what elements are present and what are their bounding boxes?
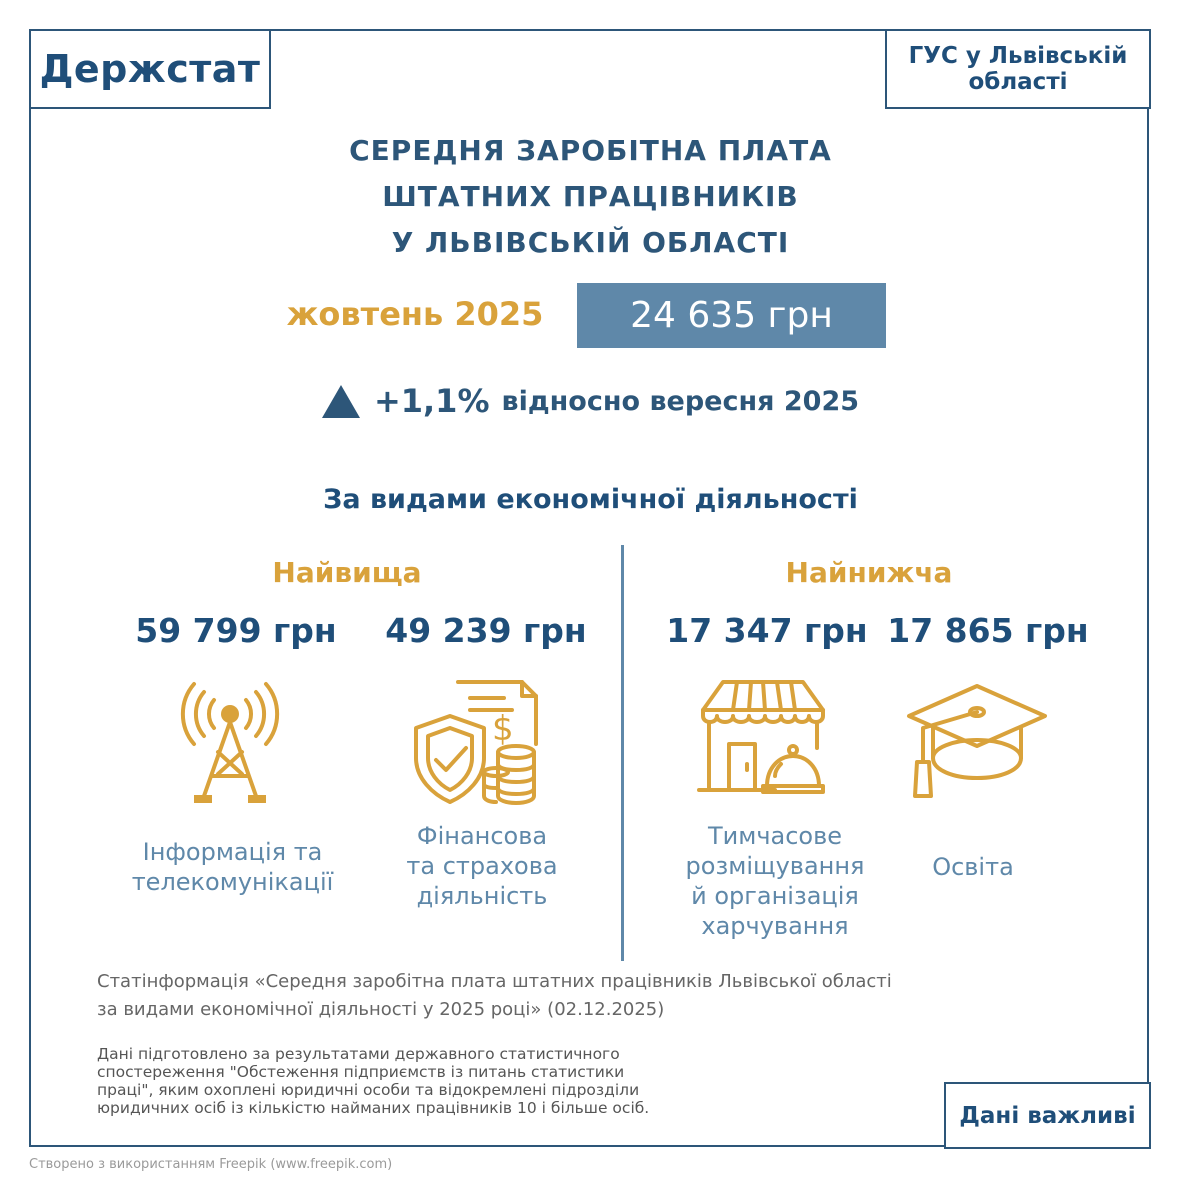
note-line: юридичних осіб із кількістю найманих працівників 10 і більше осіб. bbox=[97, 1099, 650, 1117]
graduation-cap-icon bbox=[905, 682, 1050, 802]
highest-label-1: Інформація та телекомунікації bbox=[131, 838, 334, 896]
average-salary-value: 24 635 грн bbox=[577, 283, 886, 348]
source-line: за видами економічної діяльності у 2025 році» (02.12.2025) bbox=[97, 999, 665, 1020]
note-line: праці", яким охоплені юридичні особи та відокремлені підрозділи bbox=[97, 1081, 640, 1099]
derzhstat-logo: Держстат bbox=[29, 29, 271, 109]
up-arrow-icon bbox=[322, 385, 360, 418]
highest-value-2: 49 239 грн bbox=[385, 611, 587, 650]
change-reference: відносно вересня 2025 bbox=[501, 385, 860, 417]
title-line: У ЛЬВІВСЬКІЙ ОБЛАСТІ bbox=[391, 226, 790, 259]
lowest-value-1: 17 347 грн bbox=[666, 611, 868, 650]
change-percent: +1,1% bbox=[373, 382, 490, 420]
title-line: СЕРЕДНЯ ЗАРОБІТНА ПЛАТА bbox=[349, 134, 832, 167]
highest-value-1: 59 799 грн bbox=[135, 611, 337, 650]
source-line: Статінформація «Середня заробітна плата штатних працівників Львівської області bbox=[97, 971, 892, 992]
page-title bbox=[0, 128, 1181, 266]
lowest-label-2: Освіта bbox=[932, 853, 1014, 881]
shop-cloche-icon bbox=[695, 678, 830, 803]
change-indicator bbox=[0, 382, 1181, 420]
note-line: спостереження "Обстеження підприємств із питань статистики bbox=[97, 1063, 625, 1081]
lowest-value-2: 17 865 грн bbox=[887, 611, 1089, 650]
lowest-label-1: Тимчасове розміщування й організація харчування bbox=[685, 822, 865, 940]
period-label: жовтень 2025 bbox=[286, 295, 544, 333]
breakdown-title: За видами економічної діяльності bbox=[323, 484, 858, 515]
freepik-credit: Створено з використанням Freepik (www.freepik.com) bbox=[29, 1157, 393, 1172]
title-line: ШТАТНИХ ПРАЦІВНИКІВ bbox=[382, 180, 799, 213]
section-divider bbox=[621, 545, 624, 961]
methodology-note bbox=[97, 1045, 797, 1117]
source-citation bbox=[97, 968, 1017, 1024]
finance-shield-icon bbox=[412, 678, 542, 808]
highest-label-2: Фінансова та страхова діяльність bbox=[406, 822, 558, 910]
note-line: Дані підготовлено за результатами державного статистичного bbox=[97, 1045, 620, 1063]
highest-heading: Найвища bbox=[272, 556, 422, 589]
important-badge: Дані важливі bbox=[944, 1082, 1151, 1149]
region-office-label: ГУС у Львівській області bbox=[885, 29, 1151, 109]
radio-tower-icon bbox=[180, 678, 280, 808]
svg-text:$: $ bbox=[492, 709, 514, 749]
lowest-heading: Найнижча bbox=[785, 556, 953, 589]
